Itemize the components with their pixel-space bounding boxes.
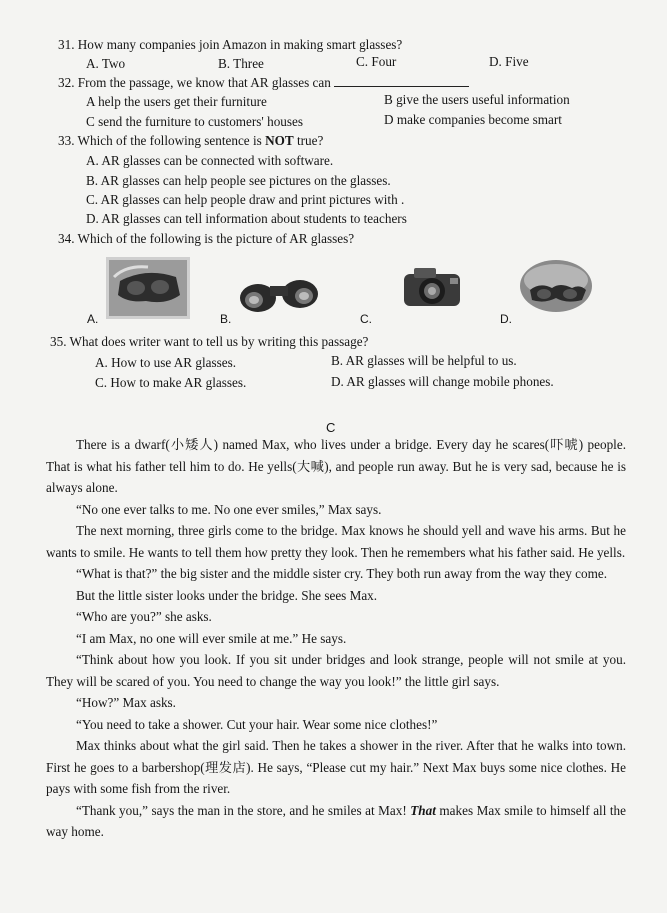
paragraph: “What is that?” the big sister and the middle sister cry. They both run away from the way they come. bbox=[76, 566, 608, 581]
option-32-a: A help the users get their furniture bbox=[86, 94, 267, 109]
paragraph-text: makes Max smile to himself all the way home. bbox=[46, 802, 626, 839]
question-35 bbox=[50, 334, 368, 349]
option-31-b: B. Three bbox=[218, 56, 264, 71]
question-stem: How many companies join Amazon in making smart glasses? bbox=[77, 37, 403, 52]
option-33-a: A. AR glasses can be connected with software. bbox=[86, 153, 334, 168]
question-stem-end: true? bbox=[293, 133, 324, 148]
passage-title: C bbox=[326, 420, 336, 435]
option-33-c: C. AR glasses can help people draw and print pictures with . bbox=[86, 192, 405, 207]
paragraph: “Think about how you look. If you sit under bridges and look strange, people will not smile at you. They will be scared of you. You need to change the way you look!” the little girl says. bbox=[46, 652, 626, 689]
paragraph: “You need to take a shower. Cut your hair. Wear some nice clothes!” bbox=[76, 716, 438, 732]
paragraph: “I am Max, no one will ever smile at me.” He says. bbox=[76, 630, 347, 646]
option-35-a: A. How to use AR glasses. bbox=[95, 355, 237, 370]
option-32-d: D make companies become smart bbox=[384, 112, 562, 127]
question-number: 35. bbox=[50, 334, 67, 349]
question-number: 31. bbox=[58, 37, 75, 52]
question-stem-emphasis: NOT bbox=[265, 133, 294, 148]
paragraph: The next morning, three girls come to the bridge. Max knows he should yell and wave his arms. But he wants to smile. He wants to tell them how pretty they look. Then he remembers what his father said. He yells. bbox=[46, 523, 626, 560]
option-35-b: B. AR glasses will be helpful to us. bbox=[331, 353, 517, 368]
question-33 bbox=[58, 133, 323, 148]
question-stem: Which of the following sentence is bbox=[77, 133, 266, 148]
paragraph: But the little sister looks under the bridge. She sees Max. bbox=[76, 587, 378, 603]
passage-body bbox=[46, 434, 626, 843]
question-stem: From the passage, we know that AR glasses can bbox=[77, 75, 331, 90]
question-number: 34. bbox=[58, 231, 75, 246]
emphasized-word: That bbox=[410, 802, 436, 818]
option-34-d: D. bbox=[500, 312, 512, 326]
option-31-a: A. Two bbox=[86, 56, 126, 71]
paragraph: “How?” Max asks. bbox=[76, 695, 176, 710]
paragraph-text: “Thank you,” says the man in the store, and he smiles at Max! bbox=[76, 802, 411, 818]
option-31-c: C. Four bbox=[356, 54, 397, 69]
paragraph: “Who are you?” she asks. bbox=[76, 609, 212, 624]
option-33-d: D. AR glasses can tell information about students to teachers bbox=[86, 211, 407, 226]
question-stem: What does writer want to tell us by writing this passage? bbox=[69, 334, 369, 349]
camera-picture bbox=[398, 264, 472, 312]
option-35-c: C. How to make AR glasses. bbox=[95, 375, 247, 390]
answer-blank bbox=[334, 76, 469, 87]
option-32-c: C send the furniture to customers' houses bbox=[86, 114, 304, 129]
option-32-b: B give the users useful information bbox=[384, 92, 570, 107]
option-35-d: D. AR glasses will change mobile phones. bbox=[331, 374, 554, 389]
option-34-a: A. bbox=[87, 312, 99, 326]
question-stem: Which of the following is the picture of AR glasses? bbox=[77, 231, 355, 246]
paragraph: Max thinks about what the girl said. Then he takes a shower in the river. After that he walks into town. First he goes to a barbershop(理发店). He says, “Please cut my hair.” Next Max buys some nice clothes. He pays with some fish from the river. bbox=[46, 738, 626, 796]
option-34-b: B. bbox=[220, 312, 232, 326]
option-31-d: D. Five bbox=[489, 54, 529, 69]
question-34 bbox=[58, 231, 354, 246]
question-32 bbox=[58, 75, 469, 90]
option-34-c: C. bbox=[360, 312, 372, 326]
paragraph-last bbox=[46, 800, 626, 843]
option-33-b: B. AR glasses can help people see pictures on the glasses. bbox=[86, 173, 391, 188]
binoculars-picture bbox=[236, 268, 322, 314]
question-31 bbox=[58, 37, 402, 52]
vr-headset-picture bbox=[106, 257, 190, 319]
question-number: 32. bbox=[58, 75, 75, 90]
question-number: 33. bbox=[58, 133, 75, 148]
smart-glasses-picture bbox=[516, 258, 594, 316]
paragraph: There is a dwarf(小矮人) named Max, who lives under a bridge. Every day he scares(吓唬) people. That is what his father tell him to do. He yells(大喊), and people run away. But he is very sad, because he is always alone. bbox=[46, 437, 626, 495]
paragraph: “No one ever talks to me. No one ever smiles,” Max says. bbox=[76, 501, 382, 517]
